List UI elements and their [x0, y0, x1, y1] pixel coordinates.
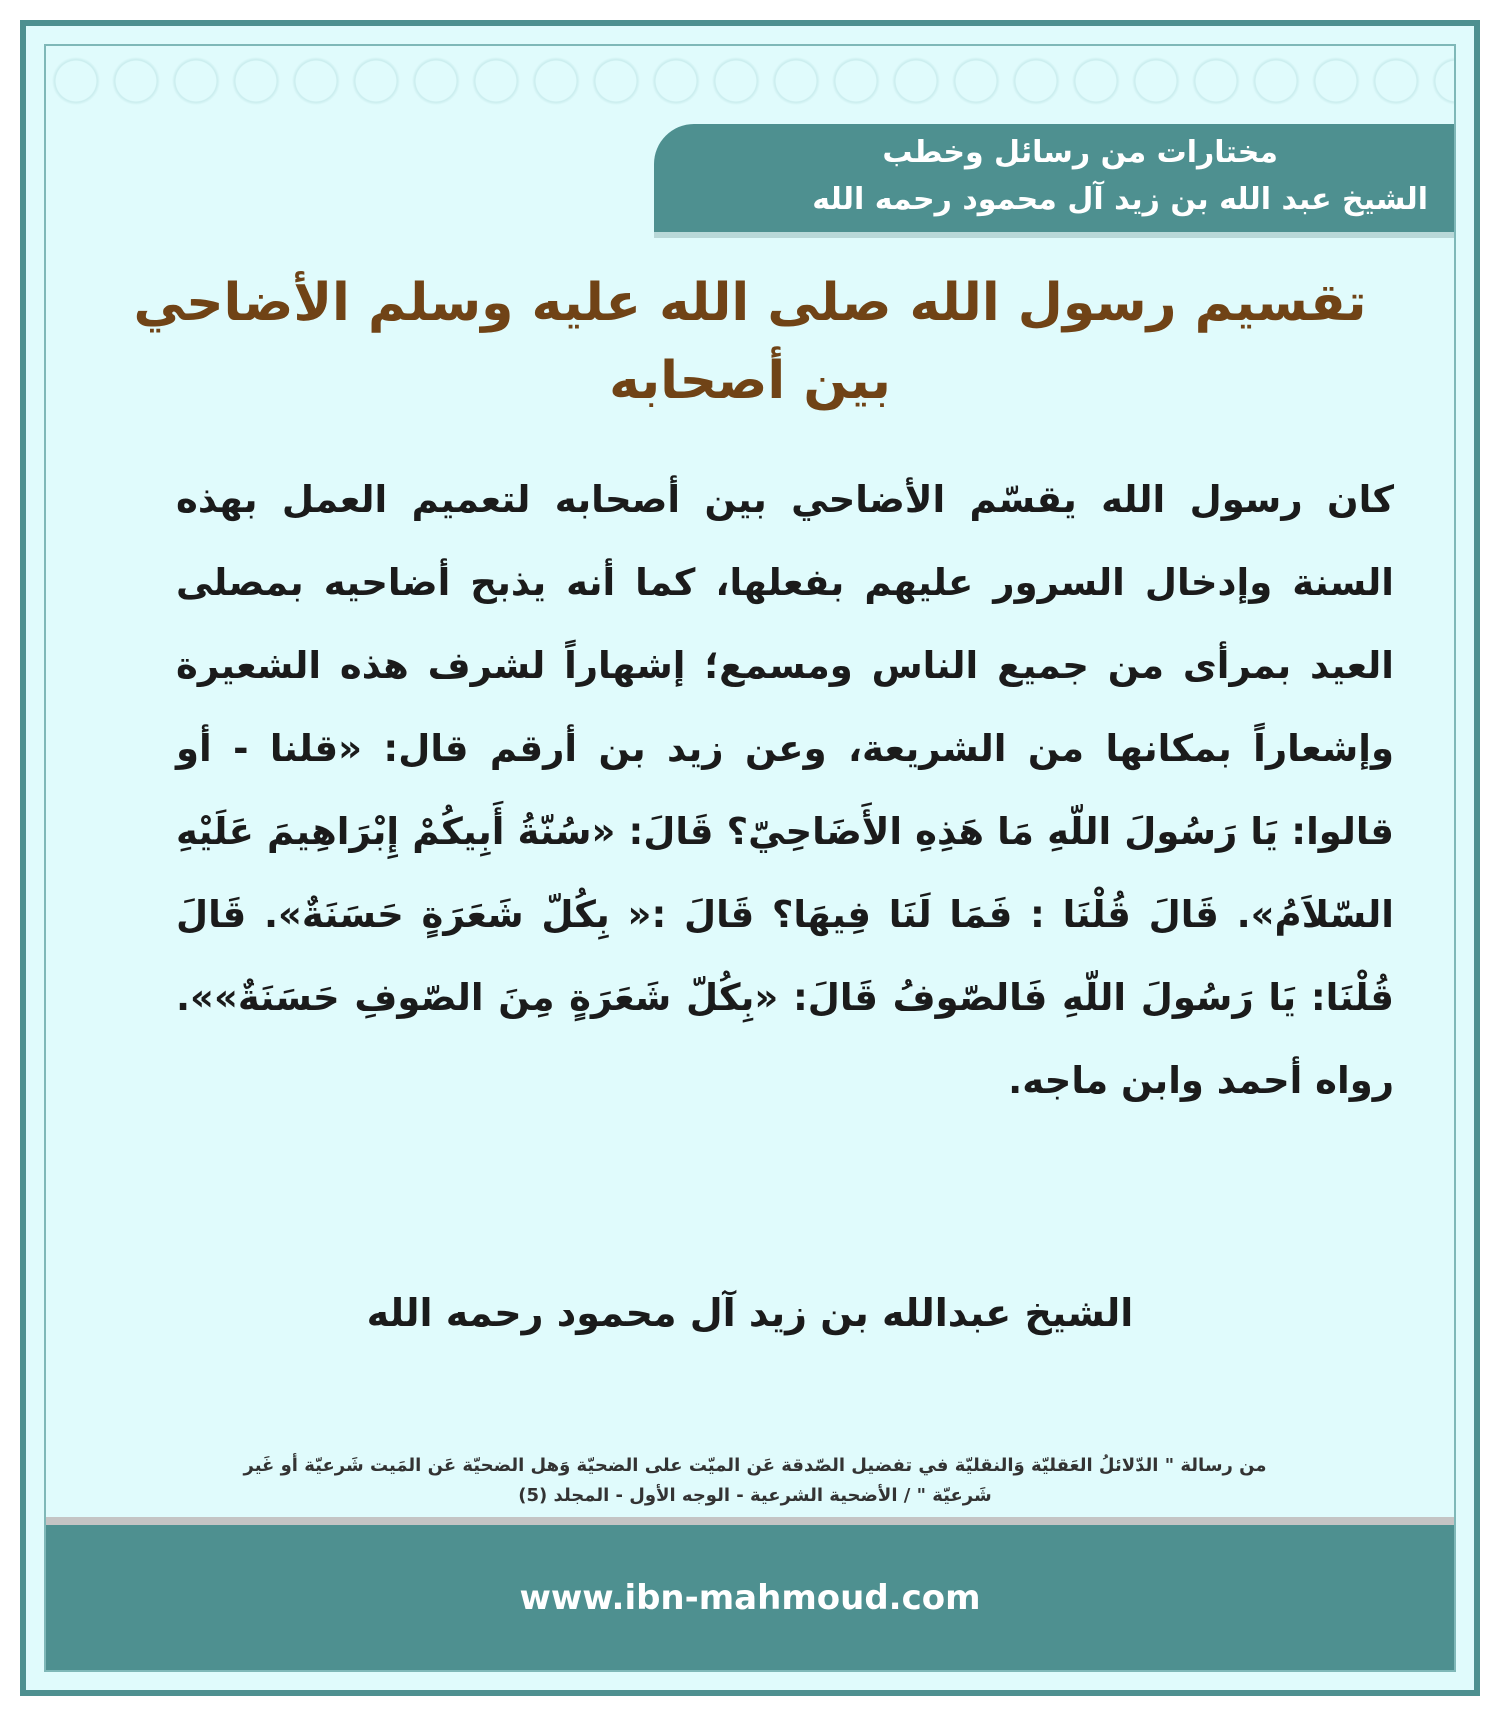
page-title: تقسيم رسول الله صلى الله عليه وسلم الأضاحي بين أصحابه — [133, 273, 1367, 411]
footer-band — [46, 1517, 1454, 1670]
source-line-1: من رسالة " الدّلائلُ العَقليّة وَالنقليّة في تفضيل الصّدقة عَن الميّت على الضحيّة وَهل الضحيّة عَن المَيت شَرعيّة أو غَير — [243, 1455, 1267, 1476]
author-signature: الشيخ عبدالله بن زيد آل محمود رحمه الله — [366, 1291, 1134, 1335]
author-header: الشيخ عبد الله بن زيد آل محمود رحمه الله — [812, 182, 1428, 217]
outer-frame — [20, 20, 1480, 1696]
decorative-pattern — [46, 46, 1454, 116]
body-paragraph: كان رسول الله يقسّم الأضاحي بين أصحابه لتعميم العمل بهذه السنة وإدخال السرور عليهم بفعلها، كما أنه يذبح أضاحيه بمصلى العيد بمرأى من جميع الناس ومسمع؛ إشهاراً لشرف هذه الشعيرة وإشعاراً بمكانها من الشريعة، وعن زيد بن أرقم قال: «قلنا - أو قالوا: يَا رَسُولَ اللّهِ مَا هَذِهِ الأَضَاحِيّ؟ قَالَ: «سُنّةُ أَبِيكُمْ إِبْرَاهِيمَ عَلَيْهِ السّلاَمُ». قَالَ قُلْنَا : فَمَا لَنَا فِيهَا؟ قَالَ :« بِكُلّ شَعَرَةٍ حَسَنَةٌ». قَالَ قُلْنَا: يَا رَسُولَ اللّهِ فَالصّوفُ قَالَ: «بِكُلّ شَعَرَةٍ مِنَ الصّوفِ حَسَنَةٌ»». رواه أحمد وابن ماجه. — [176, 478, 1394, 1102]
source-line-2: شَرعيّة " / الأضحية الشرعية - الوجه الأول - المجلد (5) — [518, 1485, 992, 1506]
source-citation — [146, 1451, 1364, 1511]
website-link[interactable]: www.ibn-mahmoud.com — [519, 1577, 981, 1618]
series-title: مختارات من رسائل وخطب — [882, 135, 1278, 170]
header-band — [654, 124, 1454, 232]
content-panel — [44, 44, 1456, 1672]
